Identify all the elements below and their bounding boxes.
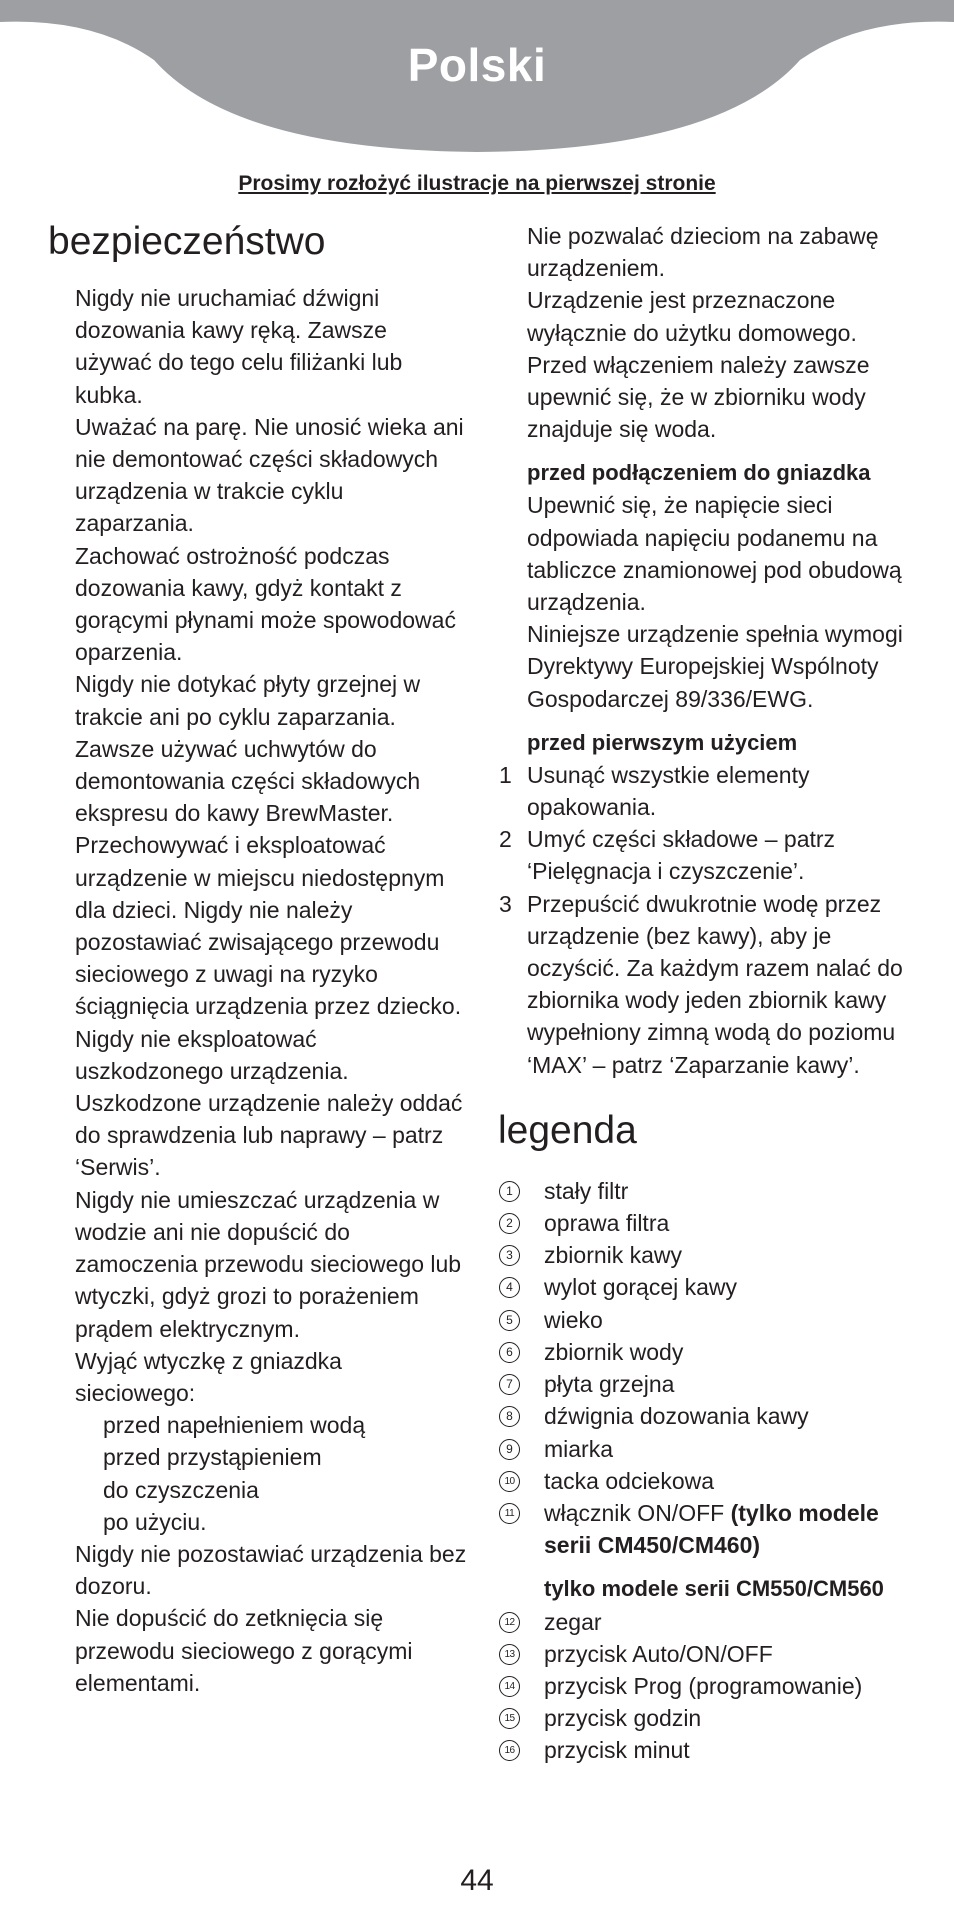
- legend-item: [498, 1207, 908, 1239]
- safety-paragraph: Nigdy nie dotykać płyty grzejnej w trakcie ani po cyklu zaparzania.: [75, 671, 421, 730]
- circled-number-icon: 15: [499, 1708, 520, 1729]
- before-plugging-paragraph: Upewnić się, że napięcie sieci odpowiada napięciu podanemu na tabliczce znamionowej pod obudową urządzenia.: [527, 492, 902, 616]
- legend-item: [498, 1175, 908, 1207]
- page-number: 44: [460, 1864, 494, 1897]
- legend-item: [498, 1670, 908, 1702]
- list-item: [498, 759, 908, 823]
- legend-label: dźwignia dozowania kawy: [544, 1403, 809, 1430]
- legend-label: tacka odciekowa: [544, 1467, 715, 1494]
- circled-number-icon: 10: [499, 1471, 520, 1492]
- legend-item: [498, 1239, 908, 1271]
- circled-number-icon: 14: [499, 1676, 520, 1697]
- legend-label: oprawa filtra: [544, 1210, 670, 1237]
- safety-paragraph: Nigdy nie umieszczać urządzenia w wodzie ani nie dopuścić do zamoczenia przewodu sieciowego lub wtyczki, gdyż grozi to porażeniem prądem elektrycznym.: [75, 1186, 462, 1342]
- circled-number-icon: 13: [499, 1644, 520, 1665]
- circled-number-icon: 16: [499, 1740, 520, 1761]
- legend-label: zegar: [544, 1608, 602, 1635]
- circled-number-icon: 1: [499, 1181, 520, 1202]
- before-first-use-heading: przed pierwszym użyciem: [527, 729, 798, 755]
- safety-paragraph: Przed włączeniem należy zawsze upewnić się, że w zbiorniku wody znajduje się woda.: [527, 351, 870, 443]
- safety-paragraph: Zawsze używać uchwytów do demontowania części składowych ekspresu do kawy BrewMaster.: [75, 735, 421, 827]
- safety-paragraph: Nigdy nie uruchamiać dźwigni dozowania kawy ręką. Zawsze używać do tego celu filiżanki lub kubka.: [75, 285, 403, 408]
- safety-paragraph: Nigdy nie pozostawiać urządzenia bez dozoru.: [75, 1540, 467, 1600]
- legend-label-note: (tylko modele serii CM450/CM460): [544, 1499, 879, 1559]
- circled-number-icon: 4: [499, 1277, 520, 1298]
- circled-number-icon: 3: [499, 1245, 520, 1266]
- unplug-item: przed napełnieniem wodą: [103, 1412, 366, 1439]
- before-plugging-paragraph: Niniejsze urządzenie spełnia wymogi Dyrektywy Europejskiej Wspólnoty Gospodarczej 89/336/EWG.: [527, 621, 903, 712]
- step-number: 2: [499, 826, 512, 853]
- legend-label: płyta grzejna: [544, 1371, 675, 1398]
- legend-item: [498, 1606, 908, 1638]
- circled-number-icon: 2: [499, 1213, 520, 1234]
- step-text: Usunąć wszystkie elementy opakowania.: [527, 761, 810, 821]
- safety-paragraph: Wyjąć wtyczkę z gniazdka sieciowego:: [75, 1347, 342, 1406]
- legend-item: [498, 1271, 908, 1303]
- legend-item: [498, 1336, 908, 1368]
- legend-item: [498, 1368, 908, 1400]
- safety-paragraph: Nigdy nie eksploatować uszkodzonego urządzenia. Uszkodzone urządzenie należy oddać do sprawdzenia lub naprawy – patrz ‘Serwis’.: [75, 1025, 463, 1181]
- list-item: [498, 823, 908, 887]
- step-number: 3: [499, 890, 512, 917]
- legend-item: [498, 1304, 908, 1336]
- illustration-notice: Prosimy rozłożyć ilustracje na pierwszej stronie: [238, 172, 716, 195]
- circled-number-icon: 6: [499, 1342, 520, 1363]
- legend-list: [498, 1175, 908, 1767]
- legend-label: wieko: [544, 1306, 603, 1333]
- safety-paragraph: Nie dopuścić do zetknięcia się przewodu sieciowego z gorącymi elementami.: [75, 1605, 413, 1696]
- safety-paragraph: Przechowywać i eksploatować urządzenie w miejscu niedostępnym dla dzieci. Nigdy nie należy pozostawiać zwisającego przewodu sieciowego z uwagi na ryzyko ściągnięcia urządzenia przez dziecko.: [75, 832, 462, 1020]
- circled-number-icon: 8: [499, 1406, 520, 1427]
- safety-paragraph: Zachować ostrożność podczas dozowania kawy, gdyż kontakt z gorącymi płynami może spowodować oparzenia.: [75, 542, 456, 666]
- circled-number-icon: 11: [499, 1503, 520, 1524]
- step-text: Przepuścić dwukrotnie wodę przez urządzenie (bez kawy), aby je oczyścić. Za każdym razem nalać do zbiornika wody jeden zbiornik kawy wypełniony zimną wodą do poziomu ‘MAX’ – patrz ‘Zaparzanie kawy’.: [527, 890, 903, 1078]
- legend-label: przycisk Auto/ON/OFF: [544, 1640, 773, 1667]
- before-plugging-heading: przed podłączeniem do gniazdka: [527, 460, 871, 486]
- legend-label: włącznik ON/OFF: [544, 1499, 725, 1526]
- circled-number-icon: 9: [499, 1439, 520, 1460]
- safety-paragraph: Nie pozwalać dzieciom na zabawę urządzeniem.: [527, 223, 879, 282]
- step-text: Umyć części składowe – patrz ‘Pielęgnacja i czyszczenie’.: [527, 826, 836, 885]
- step-number: 1: [499, 761, 512, 788]
- legend-item: [498, 1497, 908, 1561]
- legend-item: [498, 1638, 908, 1670]
- legend-label: przycisk Prog (programowanie): [544, 1672, 863, 1699]
- unplug-item: po użyciu.: [103, 1508, 207, 1535]
- safety-paragraph: Uważać na parę. Nie unosić wieka ani nie demontować części składowych urządzenia w trakcie cyklu zaparzania.: [75, 413, 464, 537]
- legend-label: zbiornik kawy: [544, 1242, 683, 1269]
- legend-item: [498, 1465, 908, 1497]
- circled-number-icon: 7: [499, 1374, 520, 1395]
- circled-number-icon: 12: [499, 1612, 520, 1633]
- legend-label: wylot gorącej kawy: [544, 1274, 738, 1301]
- legend-heading: legenda: [498, 1108, 637, 1152]
- circled-number-icon: 5: [499, 1310, 520, 1331]
- legend-subheading: tylko modele serii CM550/CM560: [544, 1576, 884, 1602]
- legend-label: zbiornik wody: [544, 1338, 684, 1365]
- list-item: [498, 888, 908, 1081]
- page-title: Polski: [407, 39, 547, 91]
- legend-label: stały filtr: [544, 1177, 629, 1204]
- legend-label: przycisk minut: [544, 1737, 690, 1764]
- language-header: [0, 0, 954, 155]
- safety-paragraph: Urządzenie jest przeznaczone wyłącznie do użytku domowego.: [527, 287, 857, 346]
- legend-label: przycisk godzin: [544, 1705, 702, 1732]
- legend-item: [498, 1734, 908, 1766]
- legend-item: [498, 1702, 908, 1734]
- unplug-item: przed przystąpieniem do czyszczenia: [103, 1444, 322, 1503]
- safety-heading: bezpieczeństwo: [48, 220, 326, 263]
- right-column: [498, 220, 908, 1767]
- first-use-steps: [498, 759, 908, 1081]
- left-column: [48, 218, 468, 1699]
- legend-item: [498, 1433, 908, 1465]
- legend-item: [498, 1400, 908, 1432]
- legend-label: miarka: [544, 1435, 614, 1462]
